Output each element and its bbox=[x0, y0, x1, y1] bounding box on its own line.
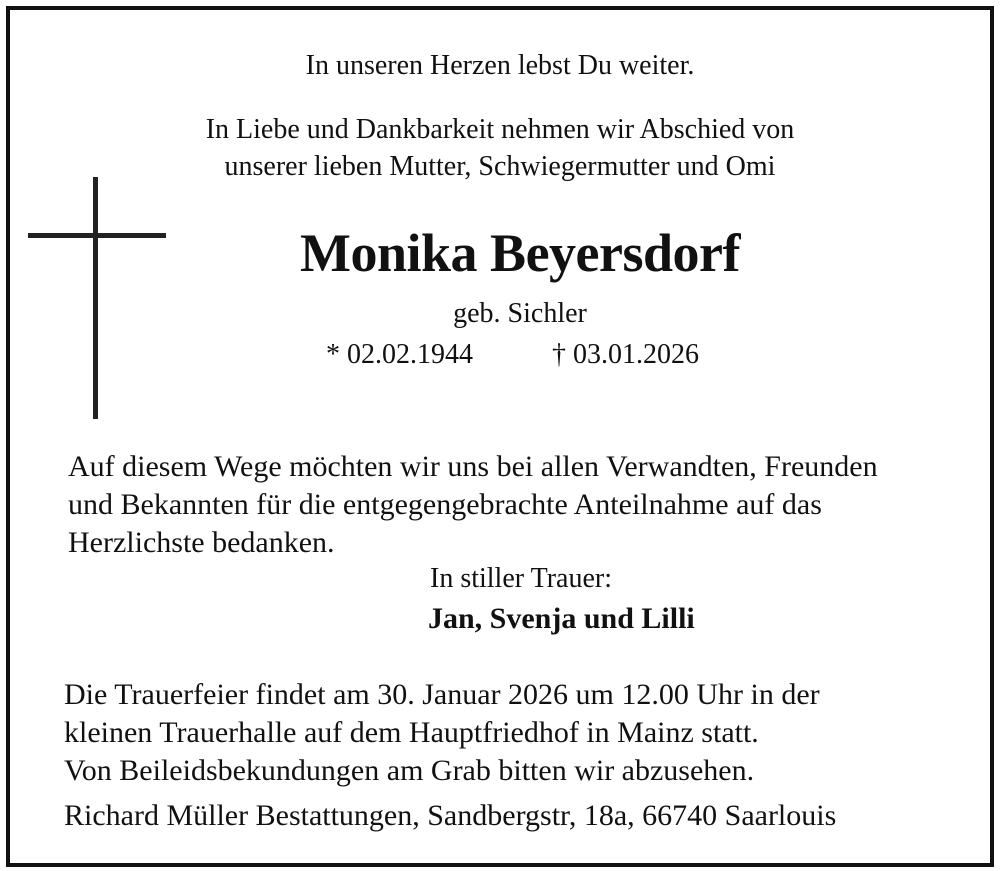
mourners-names: Jan, Svenja und Lilli bbox=[428, 602, 695, 635]
service-line-2: kleinen Trauerhalle auf dem Hauptfriedhof in Mainz statt. bbox=[64, 716, 759, 749]
service-line-3: Von Beileidsbekundungen am Grab bitten wir abzusehen. bbox=[64, 754, 755, 787]
birth-name: geb. Sichler bbox=[453, 298, 587, 329]
deceased-name: Monika Beyersdorf bbox=[300, 223, 740, 283]
thanks-line-3: Herzlichste bedanken. bbox=[68, 526, 335, 559]
thanks-line-2: und Bekannten für die entgegengebrachte Anteilnahme auf das bbox=[68, 488, 822, 521]
motto-text: In unseren Herzen lebst Du weiter. bbox=[305, 50, 695, 81]
farewell-line-1: In Liebe und Dankbarkeit nehmen wir Abschied von bbox=[205, 114, 795, 145]
thanks-line-1: Auf diesem Wege möchten wir uns bei allen Verwandten, Freunden bbox=[68, 450, 878, 483]
death-date: † 03.01.2026 bbox=[552, 339, 699, 370]
farewell-line-2: unserer lieben Mutter, Schwiegermutter und Omi bbox=[224, 151, 776, 182]
service-line-1: Die Trauerfeier findet am 30. Januar 2026 um 12.00 Uhr in der bbox=[64, 678, 820, 711]
birth-date: * 02.02.1944 bbox=[326, 339, 473, 370]
mourners-intro: In stiller Trauer: bbox=[430, 563, 612, 594]
undertaker-line: Richard Müller Bestattungen, Sandbergstr, 18a, 66740 Saarlouis bbox=[64, 799, 837, 832]
